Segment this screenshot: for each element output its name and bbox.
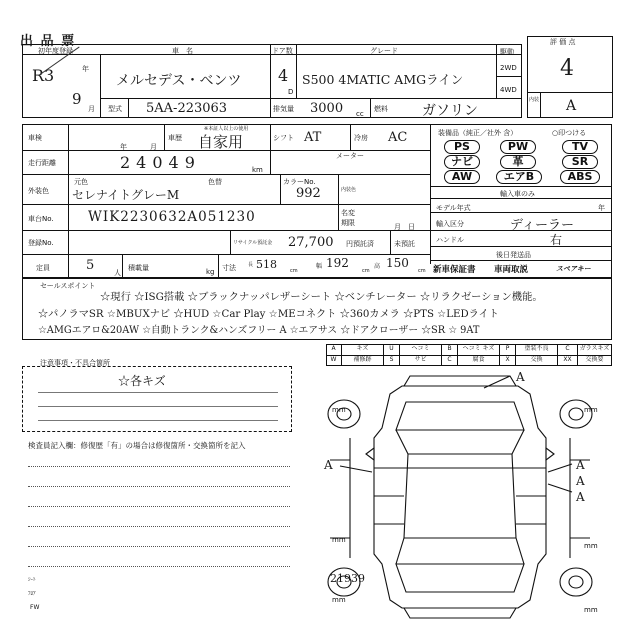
interior-rating-value: A xyxy=(566,98,577,114)
equip-tv: TV xyxy=(562,140,598,154)
color-no-value: 992 xyxy=(296,186,321,201)
int-color-label: 内装色 xyxy=(341,187,357,193)
load-label: 積載量 xyxy=(128,264,149,272)
length-value: 518 xyxy=(256,258,277,271)
mileage-label: 走行距離 xyxy=(28,159,56,167)
legend-cell: U xyxy=(384,344,400,355)
usage-note: ※本証人以上の使用 xyxy=(204,126,249,132)
equip-pw: PW xyxy=(500,140,536,154)
model-type-value: 5AA-223063 xyxy=(146,101,228,116)
not-deposited-label: 未預託 xyxy=(394,240,415,248)
mm-front-right: mm xyxy=(584,406,598,414)
legend-cell: 補修跡 xyxy=(342,355,384,366)
legend-cell: 腐食 xyxy=(458,355,500,366)
sheet-title: 出 品 票 xyxy=(20,33,77,48)
legend-cell: W xyxy=(326,355,342,366)
doors-d-unit: D xyxy=(288,88,294,96)
drive-2wd: 2WD xyxy=(500,64,517,72)
displacement-label: 排気量 xyxy=(273,105,294,113)
equip-leather: 革 xyxy=(500,155,536,169)
floor-label: ﾌﾛｱ xyxy=(28,591,36,597)
equip-ps: PS xyxy=(444,140,480,154)
importer-value: ディーラー xyxy=(510,218,574,233)
ext-color-value: セレナイトグレーM xyxy=(72,188,180,202)
chassis-label: 車台No. xyxy=(28,215,54,223)
mm-mid-left: mm xyxy=(332,536,346,544)
legend-cell: XX xyxy=(558,355,578,366)
legend-cell: 交換要 xyxy=(578,355,612,366)
name-change-label: 名変 xyxy=(341,209,355,217)
legend-cell: ヘコミ xyxy=(400,344,442,355)
load-unit: kg xyxy=(206,268,215,276)
interior-rating-label: 内装 xyxy=(529,97,540,103)
width-label: 幅 xyxy=(316,263,323,270)
length-unit: cm xyxy=(290,268,298,274)
mm-mid-right: mm xyxy=(584,542,598,550)
sales-line-1: ☆現行 ☆ISG搭載 ☆ブラックナッパレザーシート ☆ベンチレーター ☆リラクゼーション機能。 xyxy=(100,291,543,303)
mm-rear-right: mm xyxy=(584,606,598,614)
dimensions-label: 寸法 xyxy=(222,264,236,272)
legend-cell: ガラスキズ xyxy=(578,344,612,355)
fuel-value: ガソリン xyxy=(422,103,478,119)
length-label: 長 xyxy=(248,262,254,268)
shift-label: シフト xyxy=(273,134,294,142)
legend-cell: ヘコミ キズ xyxy=(458,344,500,355)
model-type-label: 型式 xyxy=(108,105,122,113)
displacement-unit: cc xyxy=(356,110,364,118)
damage-mark-right-1: A xyxy=(576,458,585,472)
rating-value: 4 xyxy=(560,56,574,81)
recycle-unit: 円預託済 xyxy=(346,240,374,248)
equipment-note: ○印つける xyxy=(552,129,587,137)
mm-front-left: mm xyxy=(332,406,346,414)
rating-label: 評 価 点 xyxy=(550,38,576,46)
drive-label: 駆動 xyxy=(500,48,514,56)
reg-no-label: 登録No. xyxy=(28,239,54,247)
legend-cell: A xyxy=(326,344,342,355)
model-year-unit: 年 xyxy=(598,204,605,212)
height-unit: cm xyxy=(418,268,426,274)
ext-color-label: 外装色 xyxy=(28,187,49,195)
aircon-value: AC xyxy=(388,130,408,145)
first-reg-label: 初年度登録 xyxy=(38,47,73,55)
doors-value: 4 xyxy=(278,66,289,85)
height-value: 150 xyxy=(386,256,409,270)
damage-mark-left: A xyxy=(324,458,333,472)
equip-airbag: エアB xyxy=(496,170,542,184)
capacity-value: 5 xyxy=(86,258,95,273)
height-label: 高 xyxy=(374,263,381,270)
mileage-unit: km xyxy=(252,166,263,174)
sales-line-2: ☆パノラマSR ☆MBUXナビ ☆HUD ☆Car Play ☆MEコネクト ☆360カメラ ☆PTS ☆LEDライト xyxy=(38,309,499,320)
legend-cell: C xyxy=(558,344,578,355)
importer-label: 輸入区分 xyxy=(436,220,464,228)
mm-rear-left: mm xyxy=(332,596,346,604)
sales-points-label: セールスポイント xyxy=(40,282,96,290)
legend-cell: S xyxy=(384,355,400,366)
legend-cell: 塗装不良 xyxy=(516,344,558,355)
notes-label: 注意事項・不具合箇所 xyxy=(40,359,110,367)
shift-value: AT xyxy=(304,130,322,145)
legend-cell: キズ xyxy=(342,344,384,355)
car-name-label: 車 名 xyxy=(172,47,193,55)
notes-text: ☆各キズ xyxy=(118,374,166,388)
width-unit: cm xyxy=(362,268,370,274)
inspector-label: 検査員記入欄：修復歴「有」の場合は修復箇所・交換箇所を記入 xyxy=(28,441,246,450)
first-reg-year-unit: 年 xyxy=(82,65,89,73)
recycle-value: 27,700 xyxy=(288,235,334,250)
meter-label: メーター xyxy=(336,152,364,160)
car-name-value: メルセデス・ベンツ xyxy=(116,73,242,89)
equip-aw: AW xyxy=(444,170,480,184)
after-delivery-label: 後日発送品 xyxy=(496,251,531,259)
legend-cell: B xyxy=(442,344,458,355)
grade-label: グレード xyxy=(370,47,398,55)
equipment-title: 装備品（純正／社外 含） xyxy=(438,129,518,137)
handle-label: ハンドル xyxy=(436,236,464,244)
import-only-label: 輸入車のみ xyxy=(500,190,535,198)
shaken-month-unit: 月 xyxy=(150,143,157,151)
equip-navi: ナビ xyxy=(444,155,480,169)
damage-mark-front: A xyxy=(516,370,525,384)
equip-abs: ABS xyxy=(560,170,600,184)
first-reg-month: 9 xyxy=(72,90,82,108)
width-value: 192 xyxy=(326,256,349,270)
aircon-label: 冷房 xyxy=(354,134,368,142)
usage-label: 車歴 xyxy=(168,134,182,142)
mileage-value: 24049 xyxy=(120,153,201,172)
handle-value: 右 xyxy=(550,233,563,247)
doors-label: ドア数 xyxy=(272,47,293,55)
shaken-label: 車検 xyxy=(28,134,42,142)
fw-label: FW xyxy=(30,604,40,611)
model-year-label: モデル年式 xyxy=(436,204,471,212)
deadline-label: 期限 xyxy=(341,219,355,227)
fuel-label: 燃料 xyxy=(374,105,388,113)
capacity-label: 定員 xyxy=(36,264,50,272)
inspector-stamp: 21939 xyxy=(330,572,365,585)
damage-mark-right-3: A xyxy=(576,490,585,504)
car-damage-diagram xyxy=(310,368,610,628)
warranty-label: 新車保証書 xyxy=(433,265,476,275)
deadline-md: 月 日 xyxy=(394,223,415,231)
grade-value: S500 4MATIC AMGライン xyxy=(302,72,464,87)
drive-4wd: 4WD xyxy=(500,86,517,94)
capacity-unit: 人 xyxy=(114,269,121,277)
legend-cell: P xyxy=(500,344,516,355)
sales-line-3: ☆AMGエアロ&20AW ☆自動トランク&ハンズフリー A ☆エアサス ☆ドアクローザー ☆SR ☆ 9AT xyxy=(38,325,480,336)
legend-cell: C xyxy=(442,355,458,366)
seat-label: ｼｰﾄ xyxy=(28,577,36,583)
legend-cell: サビ xyxy=(400,355,442,366)
first-reg-month-unit: 月 xyxy=(88,105,95,113)
spare-key-label: スペアキー xyxy=(556,265,591,273)
chassis-value: WIK2230632A051230 xyxy=(88,209,256,225)
usage-value: 自家用 xyxy=(198,134,244,151)
legend-cell: X xyxy=(500,355,516,366)
displacement-value: 3000 xyxy=(310,101,344,116)
recycle-label: リサイクル預託金 xyxy=(233,240,273,246)
legend-cell: 交換 xyxy=(516,355,558,366)
original-color-label: 元色 xyxy=(74,178,88,186)
color-no-label: カラーNo. xyxy=(283,178,316,186)
repaint-label: 色替 xyxy=(208,178,222,186)
equip-sr: SR xyxy=(562,155,598,169)
first-reg-era: R3 xyxy=(32,66,55,85)
manual-label: 車両取説 xyxy=(494,265,529,275)
shaken-year-unit: 年 xyxy=(120,143,127,151)
damage-mark-right-2: A xyxy=(576,474,585,488)
